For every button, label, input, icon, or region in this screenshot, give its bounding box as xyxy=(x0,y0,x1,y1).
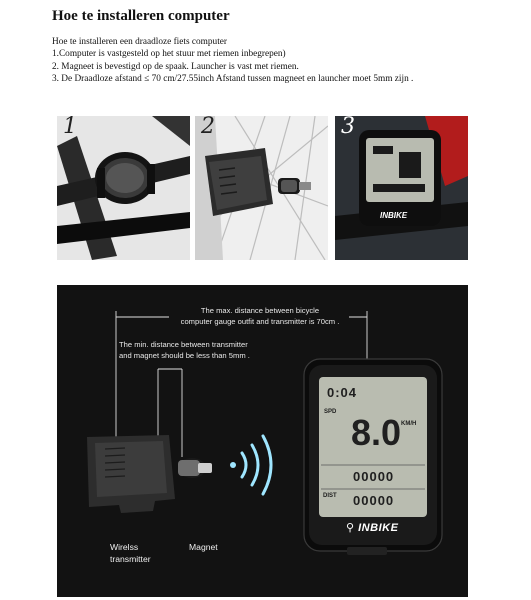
photo-handlebar-mount xyxy=(57,116,190,260)
installation-diagram xyxy=(57,285,468,597)
max-distance-note xyxy=(167,305,353,327)
transmitter-label-line: Wirelss xyxy=(110,542,139,552)
max-distance-line: The max. distance between bicycle xyxy=(200,306,320,315)
intro-line: 1.Computer is vastgesteld op het stuur met riemen inbegrepen) xyxy=(52,49,286,60)
transmitter-drawing xyxy=(87,435,175,513)
min-distance-line: The min. distance between transmitter xyxy=(119,340,248,349)
intro-line: Hoe te installeren een draadloze fiets computer xyxy=(52,37,228,47)
page-title: Hoe te installeren computer xyxy=(52,8,230,24)
magnet-drawing xyxy=(178,458,212,478)
intro-line: 2. Magneet is bevestigd op de spaak. Launcher is vast met riemen. xyxy=(52,61,299,72)
min-distance-line: and magnet should be less than 5mm . xyxy=(119,351,250,360)
max-distance-line: computer gauge outfit and transmitter is 70cm . xyxy=(180,317,340,326)
photo-number: 3 xyxy=(341,116,355,139)
install-instructions xyxy=(52,36,413,85)
magnet-label: Magnet xyxy=(189,542,218,552)
photo-computer-mounted xyxy=(335,116,468,260)
brand-name: INBIKE xyxy=(358,522,399,534)
lcd-time-value: 0:04 xyxy=(327,385,358,400)
bike-icon: ⚲ xyxy=(346,522,359,534)
transmitter-label-line: transmitter xyxy=(110,554,151,564)
photo-number: 1 xyxy=(63,116,77,139)
brand-mark: INBIKE xyxy=(380,211,408,220)
signal-waves-icon xyxy=(230,436,271,494)
lcd-dist-label: DIST xyxy=(323,493,337,499)
lcd-spd-label: SPD xyxy=(324,409,337,415)
photo-number: 2 xyxy=(201,116,215,139)
min-distance-note xyxy=(119,339,250,361)
photo-magnet-spoke xyxy=(195,116,328,260)
intro-line: 3. De Draadloze afstand ≤ 70 cm/27.55inch Afstand tussen magneet en launcher moet 5mm zijn . xyxy=(52,73,414,84)
transmitter-label xyxy=(110,541,151,565)
lcd-unit-label: KM/H xyxy=(401,421,417,427)
inbike-logo xyxy=(346,521,398,534)
lcd-dist-value: 00000 xyxy=(353,493,395,508)
lcd-speed-value: 8.0 xyxy=(351,412,402,453)
lcd-odo-value: 00000 xyxy=(353,469,395,484)
